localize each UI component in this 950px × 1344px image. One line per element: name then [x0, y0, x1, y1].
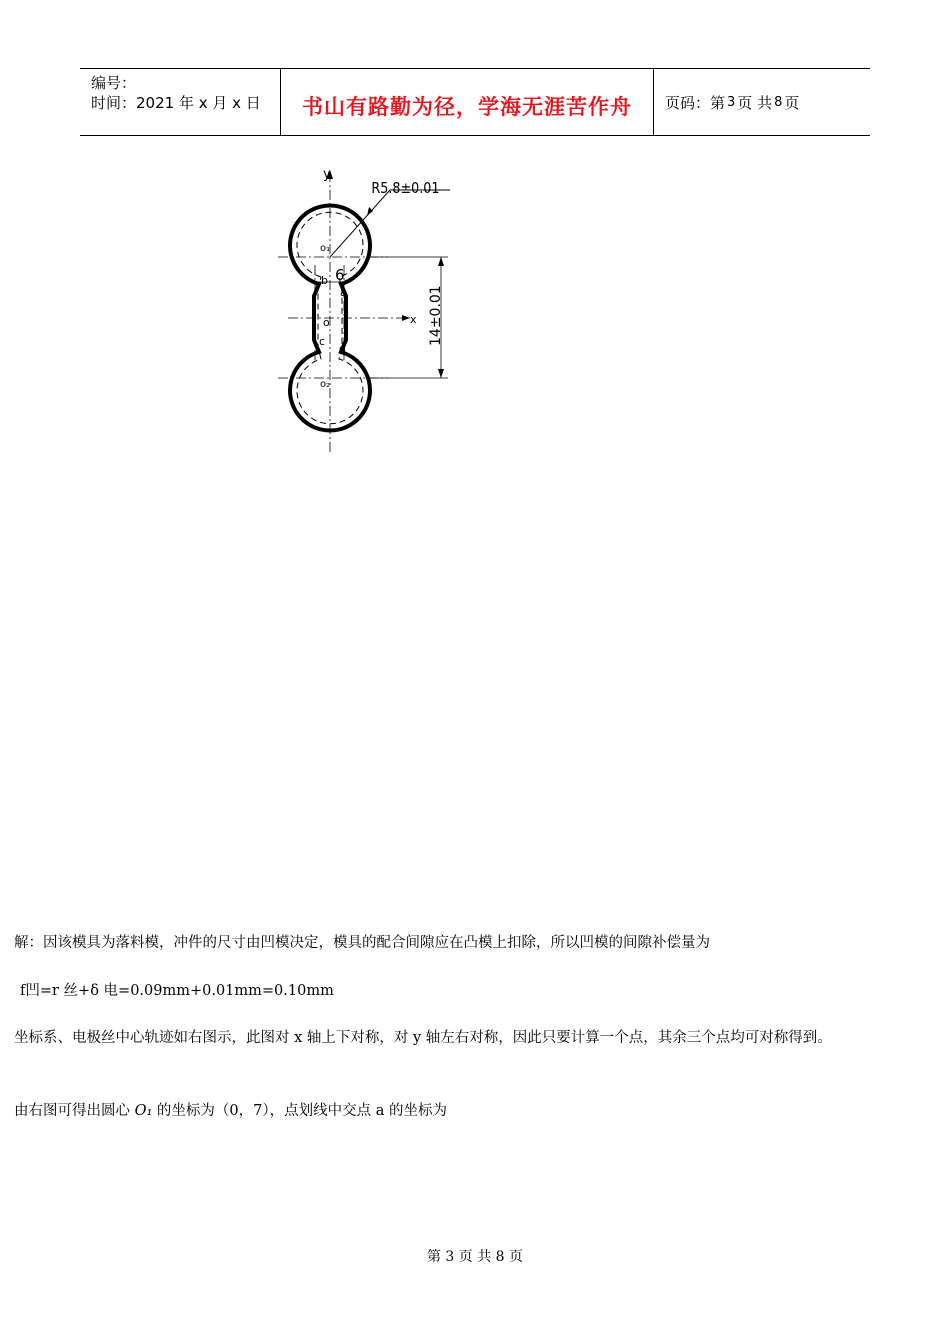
compensation-formula: f凹=r 丝+δ 电=0.09mm+0.01mm=0.10mm [20, 983, 334, 999]
coordinate-paragraph: 坐标系、电极丝中心轨迹如右图示，此图对 x 轴上下对称，对 y 轴左右对称，因此只要计算一个点，其余三个点均可对称得到。 [14, 1030, 832, 1046]
x-axis-label: x [410, 313, 417, 326]
y-axis-label: y [323, 167, 331, 182]
die-drawing [260, 160, 500, 460]
radius-arrowhead [367, 207, 373, 216]
code-label: 编号： [91, 74, 137, 92]
dim-14-label: 14±0.01 [428, 285, 444, 346]
page-prefix: 页码：第 [665, 93, 726, 112]
o1-symbol: O₁ [134, 1103, 153, 1119]
o1-label: o₁ [320, 243, 331, 254]
header-info-cell [80, 69, 281, 135]
solution-paragraph: 解：因该模具为落料模，冲件的尺寸由凹模决定，模具的配合间隙应在凸模上扣除，所以凹模的间隙补偿量为 [14, 935, 710, 951]
point-b-label: b [321, 274, 328, 287]
page-footer: 第 3 页 共 8 页 [426, 1249, 524, 1265]
origin-label: o [323, 316, 330, 329]
point-d-label: d [339, 342, 346, 355]
p4-tail: 的坐标为（0，7），点划线中交点 a 的坐标为 [152, 1103, 447, 1119]
center-coordinate-paragraph [14, 1100, 936, 1122]
x-axis-arrow [402, 315, 410, 321]
page-suffix: 页 [784, 93, 800, 112]
o2-label: o₂ [320, 379, 331, 390]
header-page-cell [654, 69, 870, 135]
p4-lead: 由右图可得出圆心 [14, 1103, 135, 1119]
time-label: 时间：2021 年 x 月 x 日 [91, 94, 261, 112]
header-motto-cell [281, 69, 654, 135]
page-header [80, 68, 870, 136]
dim-6-label: 6 [335, 266, 345, 284]
page-mid: 页 共 [737, 93, 773, 112]
page-total: 8 [774, 94, 783, 110]
radius-leader [330, 190, 390, 257]
motto: 书山有路勤为径，学海无涯苦作舟 [302, 95, 632, 119]
page-number: 3 [727, 94, 736, 110]
radius-label: R5.8±0.01 [371, 180, 440, 198]
point-a-label: a [340, 286, 347, 299]
point-c-label: c [319, 335, 326, 348]
